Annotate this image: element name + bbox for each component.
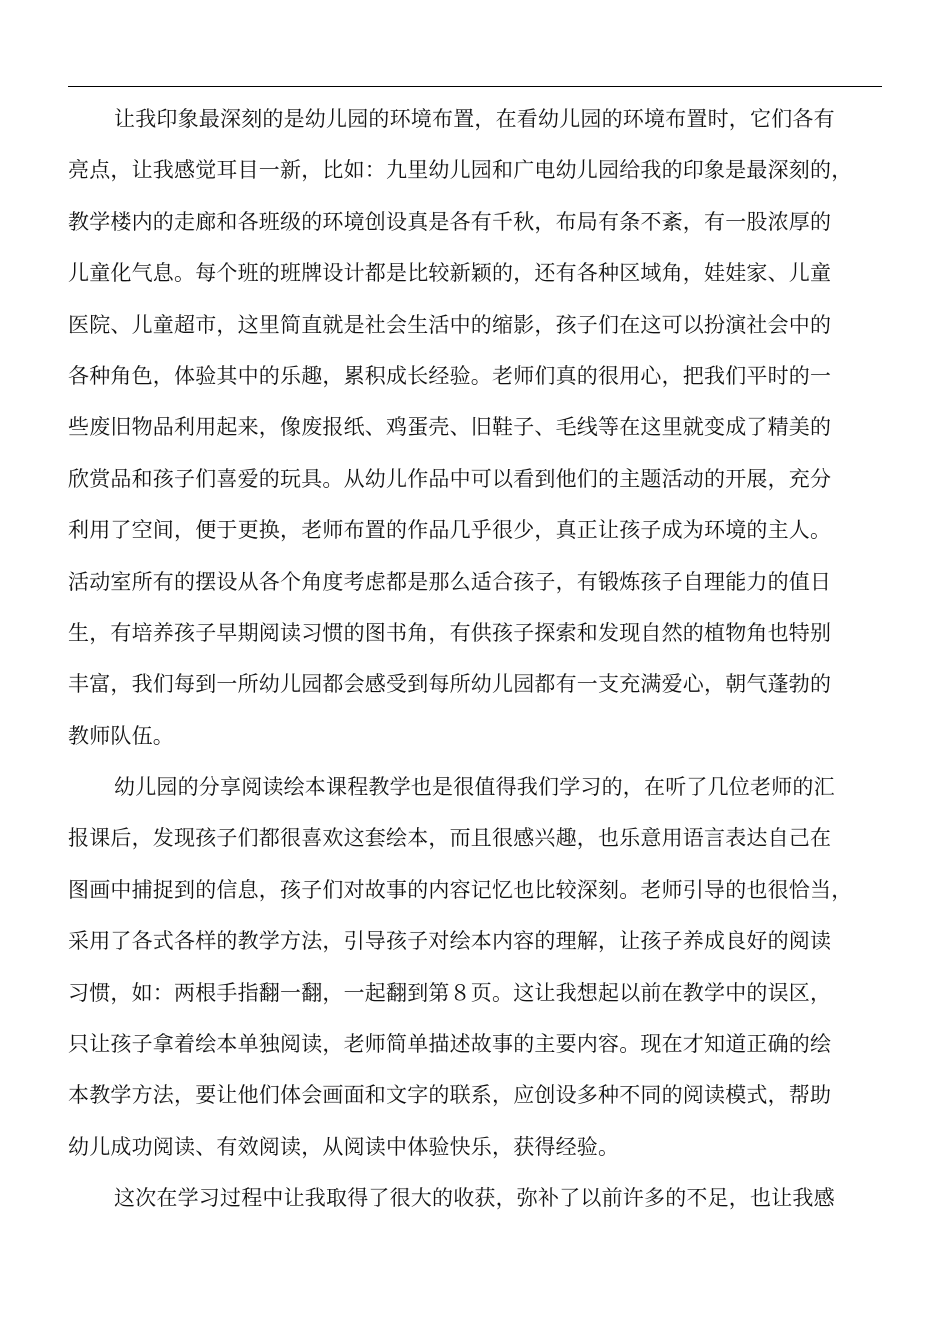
paragraph-1-line: 生，有培养孩子早期阅读习惯的图书角，有供孩子探索和发现自然的植物角也特别	[68, 620, 832, 645]
paragraph-1-line: 欣赏品和孩子们喜爱的玩具。从幼儿作品中可以看到他们的主题活动的开展，充分	[68, 466, 832, 491]
paragraph-1-line: 丰富，我们每到一所幼儿园都会感受到每所幼儿园都有一支充满爱心，朝气蓬勃的	[68, 672, 832, 697]
header-rule	[68, 86, 882, 87]
paragraph-2-line: 报课后，发现孩子们都很喜欢这套绘本，而且很感兴趣，也乐意用语言表达自己在	[68, 826, 832, 851]
paragraph-1-line: 儿童化气息。每个班的班牌设计都是比较新颖的，还有各种区域角，娃娃家、儿童	[68, 261, 832, 286]
paragraph-1-line: 亮点，让我感觉耳目一新，比如：九里幼儿园和广电幼儿园给我的印象是最深刻的，	[68, 158, 853, 183]
paragraph-2-line: 本教学方法，要让他们体会画面和文字的联系，应创设多种不同的阅读模式，帮助	[68, 1083, 832, 1108]
paragraph-1-line: 教学楼内的走廊和各班级的环境创设真是各有千秋，布局有条不紊，有一股浓厚的	[68, 209, 832, 234]
paragraph-2-line: 幼儿园的分享阅读绘本课程教学也是很值得我们学习的，在听了几位老师的汇	[114, 775, 835, 800]
paragraph-1-line: 各种角色，体验其中的乐趣，累积成长经验。老师们真的很用心，把我们平时的一	[68, 363, 832, 388]
paragraph-2-line: 采用了各式各样的教学方法，引导孩子对绘本内容的理解，让孩子养成良好的阅读	[68, 929, 832, 954]
paragraph-3-line: 这次在学习过程中让我取得了很大的收获，弥补了以前许多的不足，也让我感	[114, 1186, 835, 1211]
paragraph-2-line: 图画中捕捉到的信息，孩子们对故事的内容记忆也比较深刻。老师引导的也很恰当，	[68, 877, 853, 902]
paragraph-1-line: 活动室所有的摆设从各个角度考虑都是那么适合孩子，有锻炼孩子自理能力的值日	[68, 569, 832, 594]
paragraph-2-line: 习惯，如：两根手指翻一翻，一起翻到第８页。这让我想起以前在教学中的误区，	[68, 980, 832, 1005]
paragraph-1-line: 教师队伍。	[68, 723, 174, 748]
paragraph-2-line: 幼儿成功阅读、有效阅读，从阅读中体验快乐，获得经验。	[68, 1134, 620, 1159]
paragraph-1-line: 些废旧物品利用起来，像废报纸、鸡蛋壳、旧鞋子、毛线等在这里就变成了精美的	[68, 415, 832, 440]
body-text	[68, 94, 894, 1225]
paragraph-1-line: 让我印象最深刻的是幼儿园的环境布置，在看幼儿园的环境布置时，它们各有	[114, 107, 835, 131]
paragraph-2-line: 只让孩子拿着绘本单独阅读，老师简单描述故事的主要内容。现在才知道正确的绘	[68, 1032, 832, 1057]
paragraph-1-line: 医院、儿童超市，这里简直就是社会生活中的缩影，孩子们在这可以扮演社会中的	[68, 312, 832, 337]
paragraph-1-line: 利用了空间，便于更换，老师布置的作品几乎很少，真正让孩子成为环境的主人。	[68, 518, 832, 543]
